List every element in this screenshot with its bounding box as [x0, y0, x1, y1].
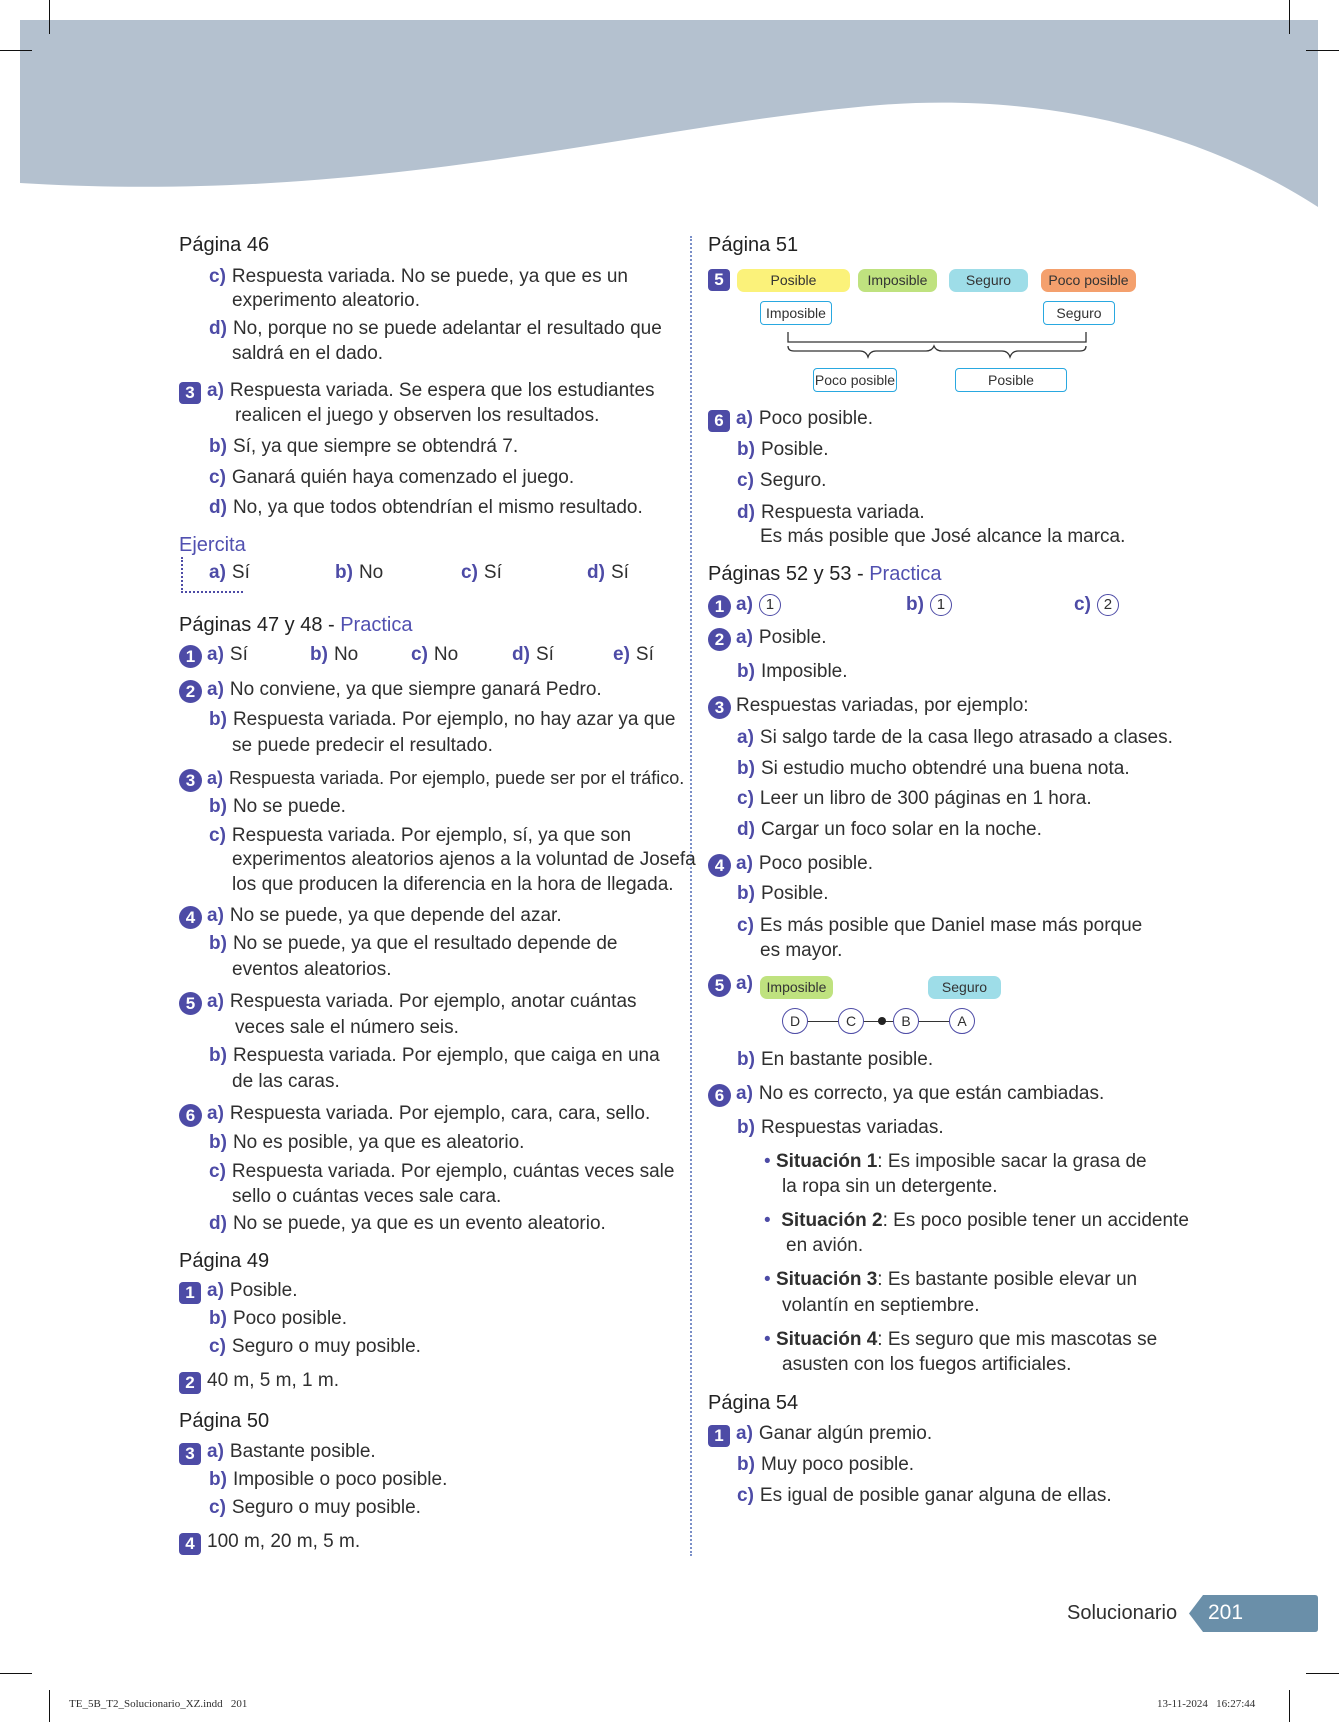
answer-line: a) Si salgo tarde de la casa llego atrasado a clases.: [737, 727, 1173, 748]
answer-line: c) Sí: [461, 562, 502, 583]
answer-line: b) 1: [906, 593, 952, 617]
answer-line: c) No: [411, 644, 459, 665]
answer-line: c) Respuesta variada. Por ejemplo, sí, ya que son: [209, 825, 632, 846]
answer-line: b) No: [310, 644, 359, 665]
answer-line: eventos aleatorios.: [232, 959, 392, 980]
question-badge: 1: [708, 595, 731, 618]
column-divider: [690, 236, 692, 1556]
question-badge: 1: [179, 1282, 201, 1304]
bullet-item: • Situación 3: Es bastante posible elevar un: [764, 1269, 1138, 1290]
answer-line: a) Sí: [209, 562, 250, 583]
answer-line: 3 a) Bastante posible.: [179, 1440, 376, 1465]
answer-line: se puede predecir el resultado.: [232, 735, 493, 756]
circled-answer: 1: [930, 594, 952, 616]
section-title: Página 49: [179, 1250, 270, 1272]
bullet-item: en avión.: [786, 1235, 864, 1256]
answer-line: 6 a) Respuesta variada. Por ejemplo, cara, cara, sello.: [179, 1102, 650, 1127]
answer-line: experimentos aleatorios ajenos a la voluntad de Josefa: [232, 849, 696, 870]
crop-mark: [1289, 1690, 1290, 1722]
answer-line: 4 a) No se puede, ya que depende del azar.: [179, 904, 562, 929]
question-badge: 2: [708, 628, 731, 651]
section-title: Página 50: [179, 1410, 270, 1432]
answer-line: c) 2: [1074, 593, 1119, 617]
question-badge: 1: [708, 1425, 730, 1447]
crop-mark: [0, 1673, 32, 1674]
bullet-item: la ropa sin un detergente.: [782, 1176, 998, 1197]
tag-imposible: Imposible: [760, 976, 833, 999]
answer-line: 6 a) No es correcto, ya que están cambiadas.: [708, 1082, 1104, 1107]
answer-line: b) No se puede.: [209, 796, 346, 817]
header-band: [0, 0, 1339, 220]
section-title: Página 51: [708, 234, 799, 256]
tag-seguro: Seguro: [949, 269, 1028, 292]
answer-line: c) Seguro.: [737, 470, 827, 491]
question-badge: 5: [708, 974, 731, 997]
answer-box: Poco posible: [813, 368, 897, 392]
bullet-item: • Situación 4: Es seguro que mis mascotas se: [764, 1329, 1158, 1350]
answer-line: c) Ganará quién haya comenzado el juego.: [209, 467, 575, 488]
question-badge: 4: [179, 906, 202, 929]
answer-line: d) No, porque no se puede adelantar el resultado que: [209, 318, 662, 339]
question-badge: 3: [708, 696, 731, 719]
answer-box: Imposible: [760, 301, 832, 325]
answer-line: 2 40 m, 5 m, 1 m.: [179, 1369, 339, 1394]
question-badge: 3: [179, 382, 201, 404]
crop-mark: [1289, 0, 1290, 34]
section-title: Páginas 52 y 53 - Practica: [708, 563, 942, 585]
answer-line: 1 a) Ganar algún premio.: [708, 1422, 932, 1447]
answer-line: 4 a) Poco posible.: [708, 852, 873, 877]
question-badge: 5: [179, 992, 202, 1015]
answer-line: b) Posible.: [737, 439, 829, 460]
answer-line: b) Respuesta variada. Por ejemplo, que caiga en una: [209, 1045, 660, 1066]
node-c: C: [838, 1008, 864, 1034]
node-d: D: [782, 1008, 808, 1034]
bullet-item: • Situación 1: Es imposible sacar la grasa de: [764, 1151, 1147, 1172]
node-a: A: [949, 1008, 975, 1034]
answer-line: 6 a) Poco posible.: [708, 407, 873, 432]
page-number: 201: [1208, 1601, 1244, 1624]
question-badge: 6: [179, 1104, 202, 1127]
answer-line: c) Es más posible que Daniel mase más porque: [737, 915, 1143, 936]
answer-line: b) Poco posible.: [209, 1308, 348, 1329]
answer-line: b) Si estudio mucho obtendré una buena nota.: [737, 758, 1130, 779]
question-badge: 5: [708, 269, 730, 291]
question-badge: 6: [708, 410, 730, 432]
section-title: Página 46: [179, 234, 270, 256]
answer-line: 3 Respuestas variadas, por ejemplo:: [708, 694, 1029, 719]
answer-line: 1 a) 1: [708, 593, 781, 618]
question-badge: 6: [708, 1084, 731, 1107]
answer-line: 1 a) Posible.: [179, 1279, 298, 1304]
crop-mark: [1306, 50, 1339, 51]
answer-line: saldrá en el dado.: [232, 343, 384, 364]
answer-line: realicen el juego y observen los resultados.: [235, 405, 600, 426]
answer-line: b) Respuestas variadas.: [737, 1117, 944, 1138]
answer-line: c) Respuesta variada. No se puede, ya que es un: [209, 266, 629, 287]
answer-line: b) En bastante posible.: [737, 1049, 934, 1070]
answer-line: es mayor.: [760, 940, 843, 961]
answer-line: 4 100 m, 20 m, 5 m.: [179, 1530, 360, 1555]
question-badge: 4: [179, 1533, 201, 1555]
question-badge: 1: [179, 645, 202, 668]
tag-imposible: Imposible: [858, 269, 937, 292]
answer-line: b) No se puede, ya que el resultado depende de: [209, 933, 618, 954]
answer-line: de las caras.: [232, 1071, 340, 1092]
answer-line: c) Leer un libro de 300 páginas en 1 hora.: [737, 788, 1092, 809]
crop-mark: [1306, 1673, 1339, 1674]
answer-line: b) No: [335, 562, 384, 583]
answer-line: experimento aleatorio.: [232, 290, 420, 311]
answer-line: c) Respuesta variada. Por ejemplo, cuántas veces sale: [209, 1161, 675, 1182]
answer-line: 2 a) Posible.: [708, 626, 827, 651]
answer-line: b) Posible.: [737, 883, 829, 904]
answer-line: Es más posible que José alcance la marca.: [760, 526, 1126, 547]
tag-posible: Posible: [737, 269, 850, 292]
section-title: Página 54: [708, 1392, 799, 1414]
crop-mark: [49, 0, 50, 34]
answer-line: los que producen la diferencia en la hora de llegada.: [232, 874, 674, 895]
answer-line: 5 a) Respuesta variada. Por ejemplo, anotar cuántas: [179, 990, 637, 1015]
question-badge: 3: [179, 1443, 201, 1465]
footer-file: TE_5B_T2_Solucionario_XZ.indd 201: [69, 1698, 248, 1710]
question-badge: 4: [708, 854, 731, 877]
circled-answer: 2: [1097, 594, 1119, 616]
answer-line: b) Sí, ya que siempre se obtendrá 7.: [209, 436, 519, 457]
node-b: B: [893, 1008, 919, 1034]
number-line-dot: [878, 1017, 886, 1025]
bullet-item: asusten con los fuegos artificiales.: [782, 1354, 1072, 1375]
answer-line: d) Respuesta variada.: [737, 502, 925, 523]
tag-seguro: Seguro: [928, 976, 1001, 999]
bullet-item: • Situación 2: Es poco posible tener un accidente: [764, 1210, 1189, 1231]
answer-line: sello o cuántas veces sale cara.: [232, 1186, 502, 1207]
answer-line: e) Sí: [613, 644, 654, 665]
question-badge: 3: [179, 769, 202, 792]
answer-line: d) Sí: [512, 644, 554, 665]
answer-line: 3 a) Respuesta variada. Se espera que los estudiantes: [179, 379, 655, 404]
answer-line: 2 a) No conviene, ya que siempre ganará Pedro.: [179, 678, 602, 703]
answer-line: d) No se puede, ya que es un evento aleatorio.: [209, 1213, 606, 1234]
bracket-diagram: [780, 330, 1100, 366]
answer-line: b) Muy poco posible.: [737, 1454, 915, 1475]
answer-line: b) Imposible o poco posible.: [209, 1469, 448, 1490]
ejercita-title: Ejercita: [179, 534, 246, 556]
answer-line: 1 a) Sí: [179, 643, 248, 668]
answer-line: b) Respuesta variada. Por ejemplo, no hay azar ya que: [209, 709, 676, 730]
answer-line: b) Imposible.: [737, 661, 848, 682]
footer-date: 13-11-2024 16:27:44: [1157, 1698, 1256, 1710]
tag-poco-posible: Poco posible: [1041, 269, 1136, 292]
question-badge: 2: [179, 680, 202, 703]
answer-line: d) Sí: [587, 562, 629, 583]
answer-line: d) Cargar un foco solar en la noche.: [737, 819, 1042, 840]
bullet-item: volantín en septiembre.: [782, 1295, 980, 1316]
answer-line: b) No es posible, ya que es aleatorio.: [209, 1132, 525, 1153]
answer-line: c) Seguro o muy posible.: [209, 1497, 421, 1518]
footer-section: Solucionario: [1067, 1602, 1178, 1624]
crop-mark: [49, 1690, 50, 1722]
circled-answer: 1: [759, 594, 781, 616]
answer-line: 5 a): [708, 972, 759, 997]
question-number: [708, 266, 736, 291]
answer-line: c) Seguro o muy posible.: [209, 1336, 421, 1357]
crop-mark: [0, 50, 32, 51]
question-badge: 2: [179, 1372, 201, 1394]
answer-line: 3 a) Respuesta variada. Por ejemplo, puede ser por el tráfico.: [179, 766, 684, 792]
section-title: Páginas 47 y 48 - Practica: [179, 614, 413, 636]
answer-line: veces sale el número seis.: [235, 1017, 459, 1038]
answer-line: c) Es igual de posible ganar alguna de ellas.: [737, 1485, 1112, 1506]
answer-box: Seguro: [1043, 301, 1115, 325]
answer-line: d) No, ya que todos obtendrían el mismo resultado.: [209, 497, 643, 518]
answer-box: Posible: [955, 368, 1067, 392]
